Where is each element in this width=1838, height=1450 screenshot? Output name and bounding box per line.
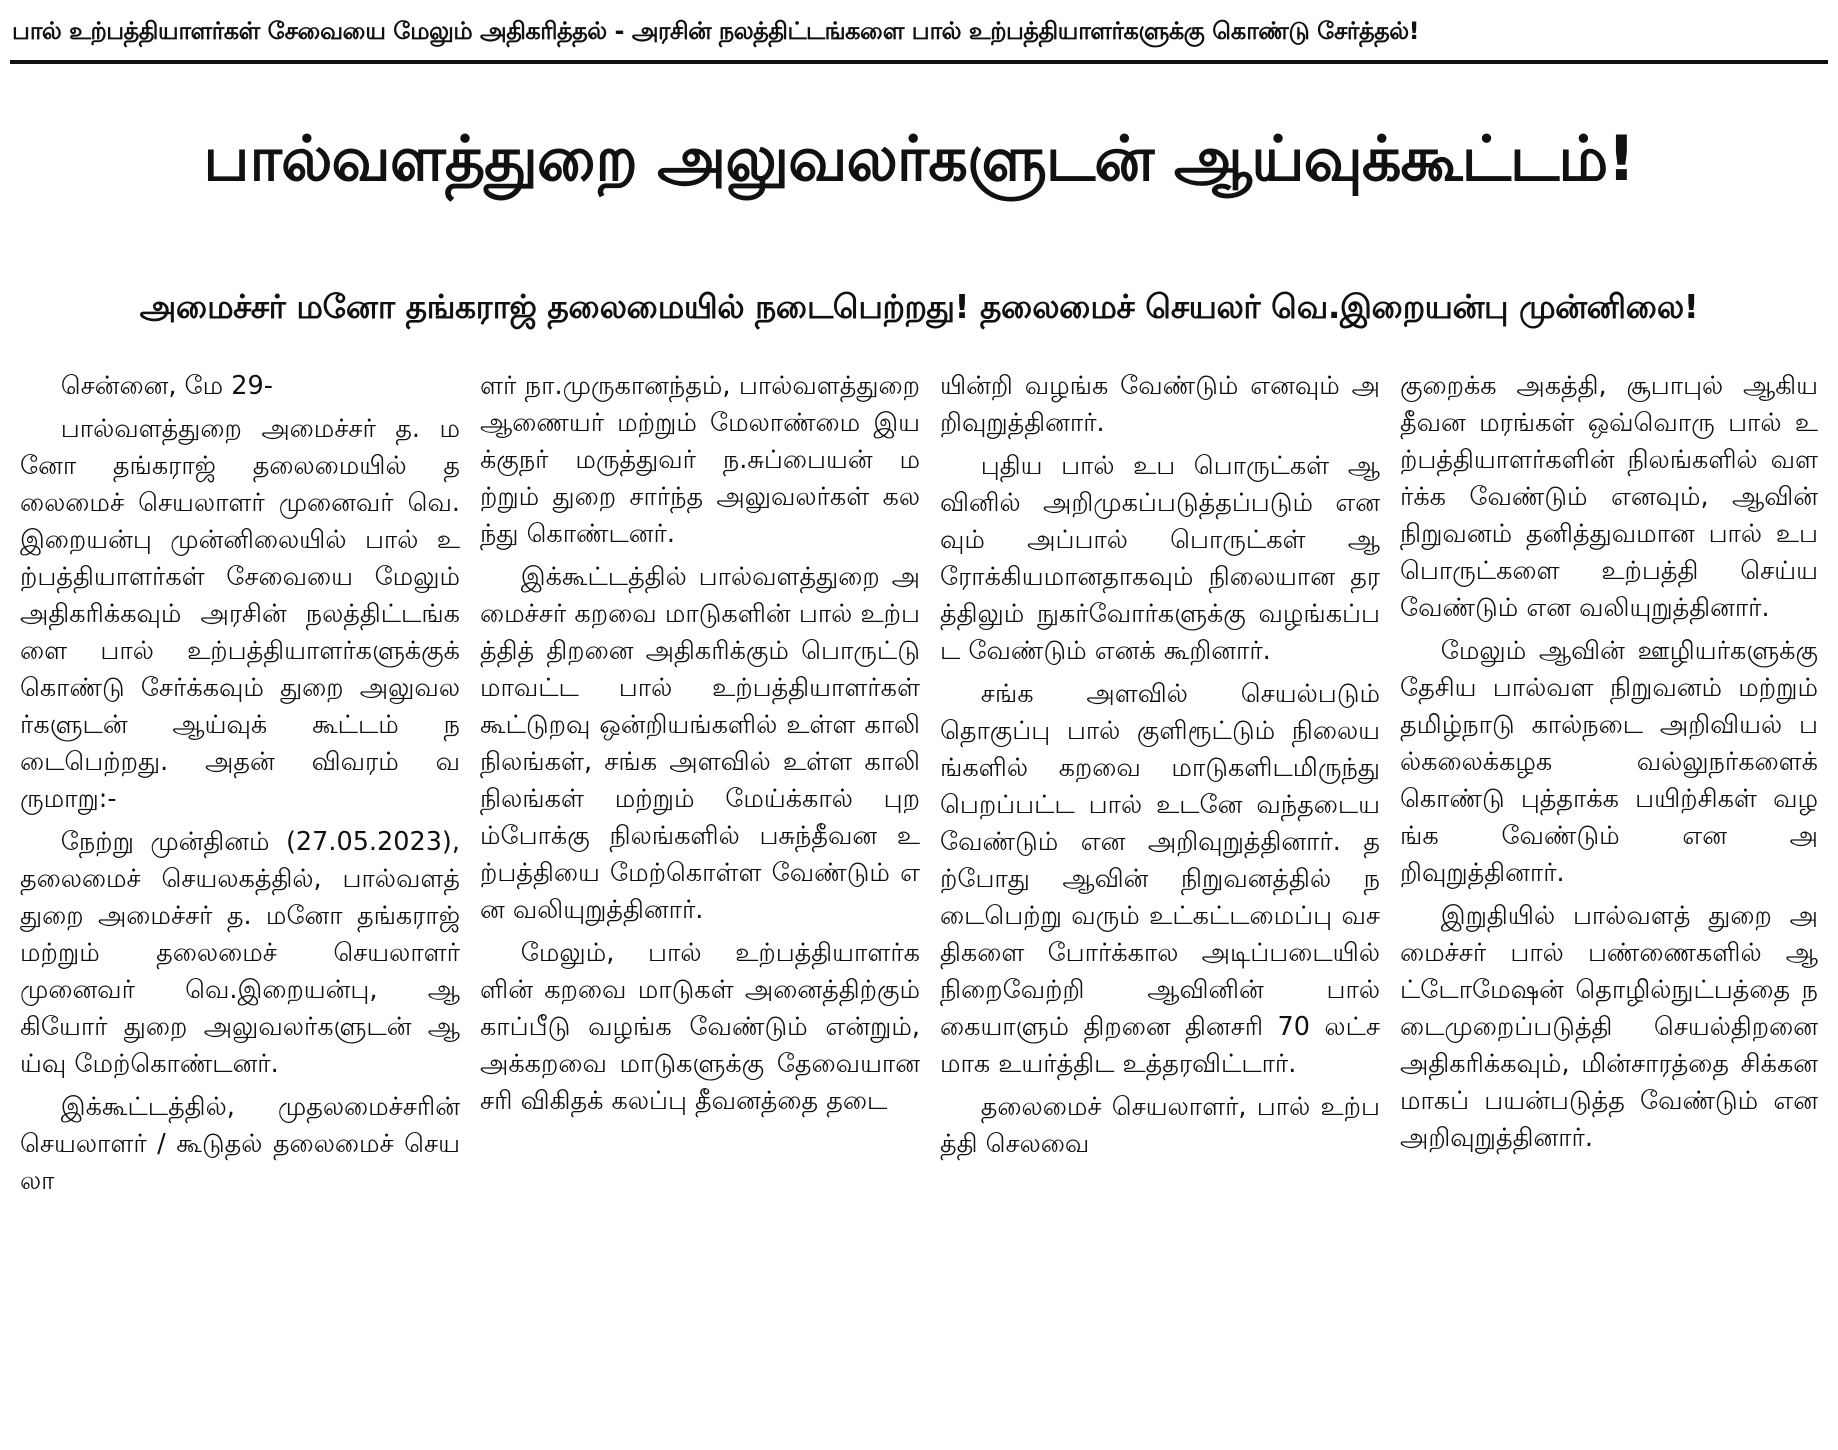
kicker-line: பால் உற்பத்தியாளர்கள் சேவையை மேலும் அதிகரித்தல் - அரசின் நலத்திட்டங்களை பால் உற்பத்தியாளர்களுக்கு கொண்டு சேர்த்தல்! bbox=[12, 17, 1420, 45]
headline: பால்வளத்துறை அலுவலர்களுடன் ஆய்வுக்கூட்டம்! bbox=[203, 122, 1635, 195]
paragraph: யின்றி வழங்க வேண்டும் எனவும் அறிவுறுத்தினார். bbox=[940, 371, 1380, 438]
paragraph: ளர் நா.முருகானந்தம், பால்வளத்துறை ஆணையர் மற்றும் மேலாண்மை இயக்குநர் மருத்துவர் ந.சுப்பையன் மற்றும் துறை சார்ந்த அலுவலர்கள் கலந்து கொண்டனர். bbox=[480, 371, 920, 549]
paragraph: இக்கூட்டத்தில் பால்வளத்துறை அமைச்சர் கறவை மாடுகளின் பால் உற்பத்தித் திறனை அதிகரிக்கும் பொருட்டு மாவட்ட பால் உற்பத்தியாளர்கள் கூட்டுறவு ஒன்றியங்களில் உள்ள காலி நிலங்கள், சங்க அளவில் உள்ள காலி நிலங்கள் மற்றும் மேய்க்கால் புறம்போக்கு நிலங்களில் பசுந்தீவன உற்பத்தியை மேற்கொள்ள வேண்டும் என வலியுறுத்தினார். bbox=[480, 562, 920, 925]
paragraph: இறுதியில் பால்வளத் துறை அமைச்சர் பால் பண்ணைகளில் ஆட்டோமேஷன் தொழில்நுட்பத்தை நடைமுறைப்படுத்தி செயல்திறனை அதிகரிக்கவும், மின்சாரத்தை சிக்கனமாகப் பயன்படுத்த வேண்டும் என அறிவுறுத்தினார். bbox=[1400, 901, 1818, 1153]
paragraph: பால்வளத்துறை அமைச்சர் த. மனோ தங்கராஜ் தலைமையில் தலைமைச் செயலாளர் முனைவர் வெ. இறையன்பு முன்னிலையில் பால் உற்பத்தியாளர்கள் சேவையை மேலும் அதிகரிக்கவும் அரசின் நலத்திட்டங்களை பால் உற்பத்தியாளர்களுக்குக் கொண்டு சேர்க்கவும் துறை அலுவலர்களுடன் ஆய்வுக் கூட்டம் நடைபெற்றது. அதன் விவரம் வருமாறு:- bbox=[20, 414, 460, 814]
paragraph: நேற்று முன்தினம் (27.05.2023), தலைமைச் செயலகத்தில், பால்வளத் துறை அமைச்சர் த. மனோ தங்கராஜ் மற்றும் தலைமைச் செயலாளர் முனைவர் வெ.இறையன்பு, ஆகியோர் துறை அலுவலர்களுடன் ஆய்வு மேற்கொண்டனர். bbox=[20, 827, 460, 1079]
kicker-divider bbox=[10, 60, 1828, 64]
dateline: சென்னை, மே 29- bbox=[60, 371, 273, 401]
article-column-2 bbox=[470, 368, 930, 1444]
paragraph: மேலும், பால் உற்பத்தியாளர்களின் கறவை மாடுகள் அனைத்திற்கும் காப்பீடு வழங்க வேண்டும் என்றும், அக்கறவை மாடுகளுக்கு தேவையான சரி விகிதக் கலப்பு தீவனத்தை தடை bbox=[480, 938, 920, 1116]
paragraph: தலைமைச் செயலாளர், பால் உற்பத்தி செலவை bbox=[940, 1092, 1380, 1159]
article-column-3 bbox=[930, 368, 1390, 1444]
paragraph: புதிய பால் உப பொருட்கள் ஆவினில் அறிமுகப்படுத்தப்படும் எனவும் அப்பால் பொருட்கள் ஆரோக்கியமானதாகவும் நிலையான தரத்திலும் நுகர்வோர்களுக்கு வழங்கப்பட வேண்டும் எனக் கூறினார். bbox=[940, 451, 1380, 666]
paragraph: இக்கூட்டத்தில், முதலமைச்சரின் செயலாளர் / கூடுதல் தலைமைச் செயலா bbox=[20, 1092, 460, 1196]
article-column-4 bbox=[1390, 368, 1828, 1444]
subheadline: அமைச்சர் மனோ தங்கராஜ் தலைமையில் நடைபெற்றது! தலைமைச் செயலர் வெ.இறையன்பு முன்னிலை! bbox=[139, 287, 1699, 326]
article-body bbox=[10, 368, 1828, 1444]
article-column-1 bbox=[10, 368, 470, 1444]
paragraph: மேலும் ஆவின் ஊழியர்களுக்கு தேசிய பால்வள நிறுவனம் மற்றும் தமிழ்நாடு கால்நடை அறிவியல் பல்கலைக்கழக வல்லுநர்களைக் கொண்டு புத்தாக்க பயிற்சிகள் வழங்க வேண்டும் என அறிவுறுத்தினார். bbox=[1400, 636, 1818, 888]
paragraph: குறைக்க அகத்தி, சூபாபுல் ஆகிய தீவன மரங்கள் ஒவ்வொரு பால் உற்பத்தியாளர்களின் நிலங்களில் வளர்க்க வேண்டும் எனவும், ஆவின் நிறுவனம் தனித்துவமான பால் உப பொருட்களை உற்பத்தி செய்ய வேண்டும் என வலியுறுத்தினார். bbox=[1400, 371, 1818, 623]
paragraph: சங்க அளவில் செயல்படும் தொகுப்பு பால் குளிரூட்டும் நிலையங்களில் கறவை மாடுகளிடமிருந்து பெறப்பட்ட பால் உடனே வந்தடைய வேண்டும் என அறிவுறுத்தினார். தற்போது ஆவின் நிறுவனத்தில் நடைபெற்று வரும் உட்கட்டமைப்பு வசதிகளை போர்க்கால அடிப்படையில் நிறைவேற்றி ஆவினின் பால் கையாளும் திறனை தினசரி 70 லட்சமாக உயர்த்திட உத்தரவிட்டார். bbox=[940, 679, 1380, 1079]
